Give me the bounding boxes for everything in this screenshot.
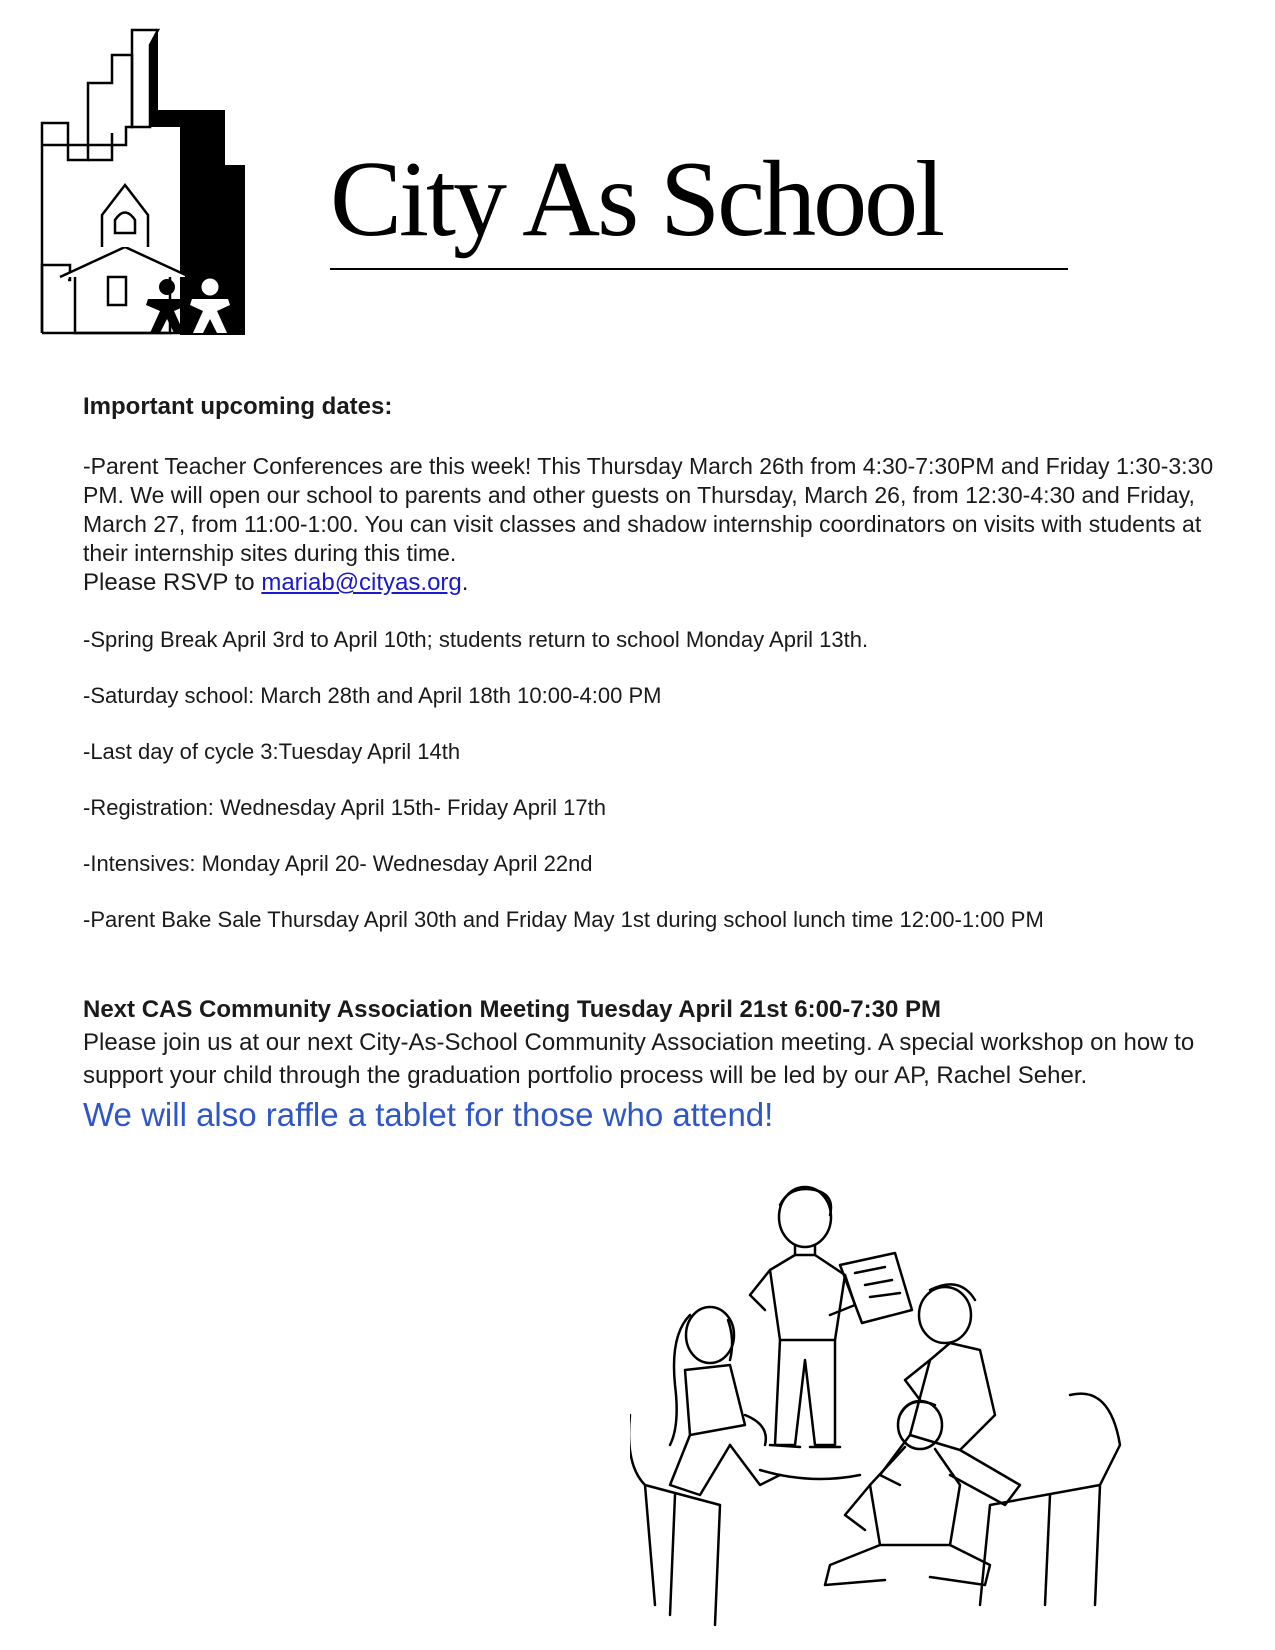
conferences-item: -Parent Teacher Conferences are this week! This Thursday March 26th from 4:30-7:30PM and Friday 1:30-3:30 PM. We will open our school to parents and other guests on Thursday, March 26, from 12:30-4:30 and Friday, March 27, from 11:00-1:00. You can visit classes and shadow internship coordinators on visits with students at their internship sites during this time.: [83, 453, 1214, 566]
meeting-description: Please join us at our next City-As-School Community Association meeting. A special workshop on how to support your child through the graduation portfolio process will be led by our AP, Rachel Seher.: [83, 1029, 1195, 1089]
family-meeting-illustration: [630, 1185, 1210, 1645]
meeting-section: [83, 993, 1223, 1136]
dates-heading: Important upcoming dates:: [83, 393, 393, 420]
page-title: City As School: [330, 140, 943, 259]
meeting-heading: Next CAS Community Association Meeting Tuesday April 21st 6:00-7:30 PM: [83, 996, 941, 1023]
list-item: -Registration: Wednesday April 15th- Friday April 17th: [83, 795, 606, 820]
list-item: -Intensives: Monday April 20- Wednesday April 22nd: [83, 851, 593, 876]
raffle-note: We will also raffle a tablet for those who attend!: [83, 1096, 774, 1133]
title-underline: [330, 268, 1068, 270]
newsletter-content: [83, 392, 1223, 1136]
list-item: -Last day of cycle 3:Tuesday April 14th: [83, 739, 461, 764]
list-item: -Parent Bake Sale Thursday April 30th and Friday May 1st during school lunch time 12:00-1:00 PM: [83, 907, 1044, 932]
rsvp-email-link[interactable]: mariab@cityas.org: [261, 569, 462, 596]
rsvp-suffix: .: [461, 569, 469, 596]
list-item: -Spring Break April 3rd to April 10th; students return to school Monday April 13th.: [83, 627, 869, 652]
rsvp-prefix: Please RSVP to: [83, 569, 262, 596]
city-as-school-logo-icon: [40, 15, 255, 355]
list-item: -Saturday school: March 28th and April 18th 10:00-4:00 PM: [83, 683, 662, 708]
rsvp-line: [83, 568, 1223, 597]
